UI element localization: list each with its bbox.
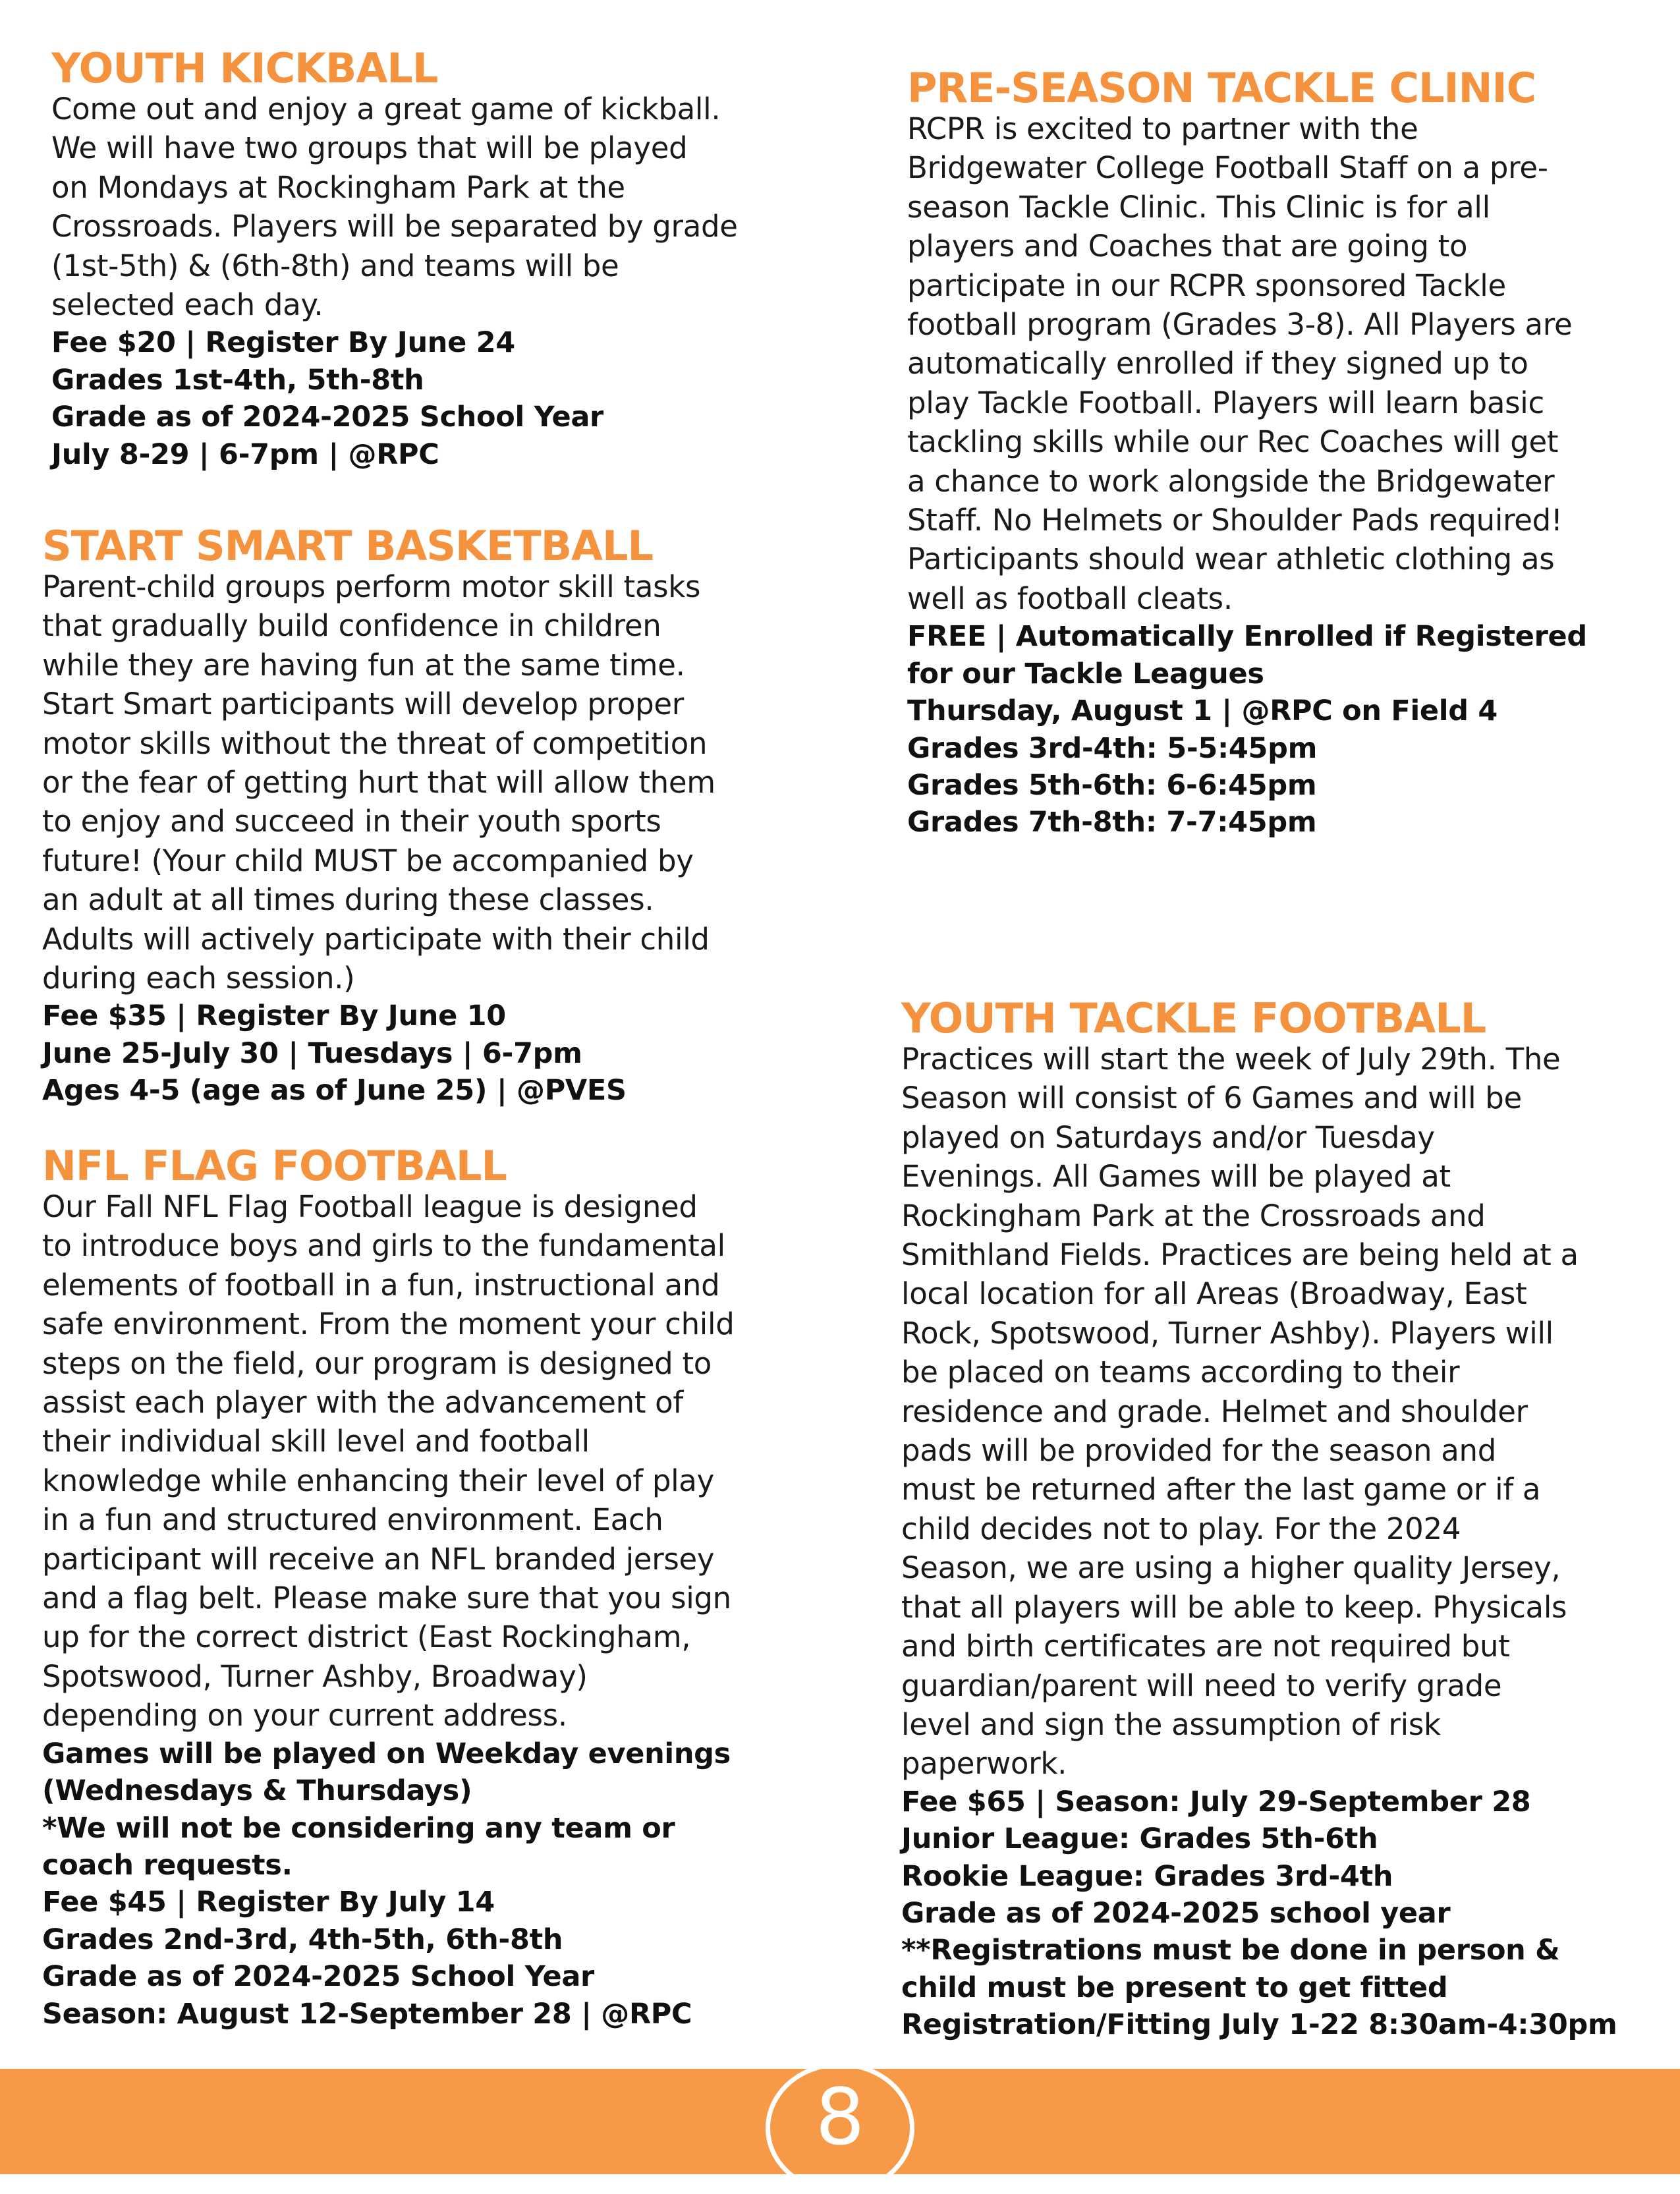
info-line: Registration/Fitting July 1-22 8:30am-4:30pm [901, 2008, 1617, 2042]
info-line: Grades 3rd-4th: 5-5:45pm [907, 731, 1318, 765]
body-line: Season, we are using a higher quality Jersey, [901, 1550, 1561, 1586]
body-line: and a flag belt. Please make sure that you sign [42, 1581, 731, 1616]
body-line: to enjoy and succeed in their youth sports [42, 804, 661, 839]
body-line: or the fear of getting hurt that will allow them [42, 765, 715, 801]
body-line: Start Smart participants will develop proper [42, 687, 684, 722]
body-line: elements of football in a fun, instructional and [42, 1267, 720, 1303]
body-line: future! (Your child MUST be accompanied by [42, 843, 694, 878]
body-line: players and Coaches that are going to [907, 229, 1468, 264]
body-line: must be returned after the last game or if a [901, 1472, 1541, 1507]
body-line: be placed on teams according to their [901, 1355, 1460, 1390]
start-smart-basketball-section [42, 521, 806, 1110]
body-line: while they are having fun at the same time. [42, 647, 685, 683]
body-line: Come out and enjoy a great game of kickball. [51, 92, 721, 127]
info-line: Thursday, August 1 | @RPC on Field 4 [907, 694, 1498, 728]
body-line: knowledge while enhancing their level of play [42, 1463, 714, 1498]
info-line: coach requests. [42, 1848, 293, 1882]
nfl-flag-football-details [42, 1735, 806, 2033]
body-line: Staff. No Helmets or Shoulder Pads required! [907, 503, 1563, 538]
body-line: RCPR is excited to partner with the [907, 111, 1418, 146]
body-line: automatically enrolled if they signed up to [907, 346, 1528, 381]
info-line: Grades 5th-6th: 6-6:45pm [907, 768, 1317, 802]
info-line: Ages 4-5 (age as of June 25) | @PVES [42, 1074, 627, 1108]
youth-kickball-section [51, 43, 809, 473]
nfl-flag-football-section [42, 1141, 806, 2033]
body-line: and birth certificates are not required but [901, 1629, 1510, 1664]
body-line: pads will be provided for the season and [901, 1433, 1496, 1469]
info-line: Grade as of 2024-2025 School Year [51, 401, 603, 434]
info-line: Grades 7th-8th: 7-7:45pm [907, 806, 1317, 839]
youth-kickball-description [51, 90, 809, 324]
body-line: that all players will be able to keep. Physicals [901, 1589, 1567, 1625]
body-line: level and sign the assumption of risk [901, 1706, 1441, 1742]
youth-kickball-details [51, 324, 809, 473]
body-line: well as football cleats. [907, 580, 1233, 616]
body-line: up for the correct district (East Rockingham, [42, 1619, 691, 1655]
body-line: football program (Grades 3-8). All Players are [907, 307, 1573, 343]
body-line: that gradually build confidence in children [42, 608, 661, 644]
body-line: residence and grade. Helmet and shoulder [901, 1393, 1528, 1429]
body-line: selected each day. [51, 287, 323, 323]
info-line: Grade as of 2024-2025 school year [901, 1896, 1451, 1930]
youth-tackle-football-heading: YOUTH TACKLE FOOTBALL [901, 994, 1486, 1042]
body-line: Bridgewater College Football Staff on a pre- [907, 150, 1548, 186]
info-line: Rookie League: Grades 3rd-4th [901, 1859, 1393, 1893]
body-line: to introduce boys and girls to the fundamental [42, 1228, 725, 1264]
body-line: their individual skill level and football [42, 1424, 590, 1459]
body-line: Smithland Fields. Practices are being held at a [901, 1237, 1579, 1273]
body-line: Rockingham Park at the Crossroads and [901, 1198, 1486, 1233]
body-line: Adults will actively participate with their child [42, 921, 710, 957]
body-line: safe environment. From the moment your child [42, 1307, 735, 1342]
body-line: depending on your current address. [42, 1698, 567, 1733]
info-line: Fee $20 | Register By June 24 [51, 326, 515, 360]
youth-tackle-football-section [901, 994, 1646, 2044]
body-line: participate in our RCPR sponsored Tackle [907, 267, 1506, 303]
youth-tackle-football-details [901, 1784, 1646, 2044]
body-line: We will have two groups that will be played [51, 130, 688, 166]
nfl-flag-football-heading: NFL FLAG FOOTBALL [42, 1142, 507, 1190]
info-line: Fee $35 | Register By June 10 [42, 999, 506, 1033]
info-line: Grades 2nd-3rd, 4th-5th, 6th-8th [42, 1923, 563, 1956]
body-line: child decides not to play. For the 2024 [901, 1511, 1461, 1546]
body-line: season Tackle Clinic. This Clinic is for all [907, 189, 1490, 225]
youth-kickball-heading: YOUTH KICKBALL [51, 44, 438, 92]
body-line: local location for all Areas (Broadway, East [901, 1276, 1527, 1312]
body-line: Rock, Spotswood, Turner Ashby). Players will [901, 1315, 1554, 1351]
body-line: Crossroads. Players will be separated by grade [51, 209, 738, 244]
body-line: guardian/parent will need to verify grade [901, 1668, 1502, 1703]
info-line: FREE | Automatically Enrolled if Registered [907, 620, 1587, 654]
body-line: tackling skills while our Rec Coaches will get [907, 424, 1559, 460]
info-line: (Wednesdays & Thursdays) [42, 1774, 472, 1808]
body-line: (1st-5th) & (6th-8th) and teams will be [51, 248, 619, 283]
info-line: June 25-July 30 | Tuesdays | 6-7pm [42, 1036, 582, 1070]
info-line: Season: August 12-September 28 | @RPC [42, 1997, 692, 2031]
pre-season-tackle-clinic-heading: PRE-SEASON TACKLE CLINIC [907, 64, 1536, 112]
body-line: on Mondays at Rockingham Park at the [51, 169, 625, 205]
body-line: in a fun and structured environment. Each [42, 1502, 663, 1538]
nfl-flag-football-description [42, 1187, 806, 1735]
info-line: for our Tackle Leagues [907, 657, 1264, 690]
body-line: Our Fall NFL Flag Football league is designed [42, 1189, 698, 1224]
body-line: steps on the field, our program is designed to [42, 1345, 712, 1381]
page-number: 8 [815, 2071, 865, 2162]
info-line: *We will not be considering any team or [42, 1811, 675, 1845]
body-line: an adult at all times during these classes. [42, 882, 654, 918]
body-line: played on Saturdays and/or Tuesday [901, 1119, 1435, 1155]
body-line: Spotswood, Turner Ashby, Broadway) [42, 1658, 588, 1694]
body-line: Evenings. All Games will be played at [901, 1159, 1451, 1195]
body-line: paperwork. [901, 1746, 1067, 1782]
info-line: child must be present to get fitted [901, 1971, 1448, 2004]
body-line: Participants should wear athletic clothing as [907, 542, 1555, 577]
info-line: Grade as of 2024-2025 School Year [42, 1960, 594, 1994]
start-smart-basketball-details [42, 998, 806, 1109]
pre-season-tackle-clinic-section [907, 63, 1645, 841]
info-line: Grades 1st-4th, 5th-8th [51, 363, 424, 397]
info-line: Fee $45 | Register By July 14 [42, 1886, 495, 1919]
info-line: **Registrations must be done in person & [901, 1934, 1560, 1967]
body-line: Practices will start the week of July 29th. The [901, 1042, 1561, 1077]
body-line: participant will receive an NFL branded jersey [42, 1541, 715, 1577]
info-line: Games will be played on Weekday evenings [42, 1737, 731, 1770]
body-line: Parent-child groups perform motor skill tasks [42, 569, 701, 604]
body-line: a chance to work alongside the Bridgewater [907, 463, 1555, 499]
info-line: Junior League: Grades 5th-6th [901, 1822, 1378, 1856]
body-line: Season will consist of 6 Games and will be [901, 1081, 1522, 1116]
start-smart-basketball-heading: START SMART BASKETBALL [42, 522, 653, 570]
pre-season-tackle-clinic-description [907, 109, 1645, 618]
pre-season-tackle-clinic-details [907, 618, 1645, 841]
info-line: Fee $65 | Season: July 29-September 28 [901, 1785, 1531, 1818]
start-smart-basketball-description [42, 567, 806, 998]
youth-tackle-football-description [901, 1040, 1646, 1784]
body-line: during each session.) [42, 961, 355, 996]
body-line: motor skills without the threat of competition [42, 725, 708, 761]
body-line: assist each player with the advancement of [42, 1385, 683, 1420]
body-line: play Tackle Football. Players will learn basic [907, 385, 1544, 420]
info-line: July 8-29 | 6-7pm | @RPC [51, 437, 439, 471]
